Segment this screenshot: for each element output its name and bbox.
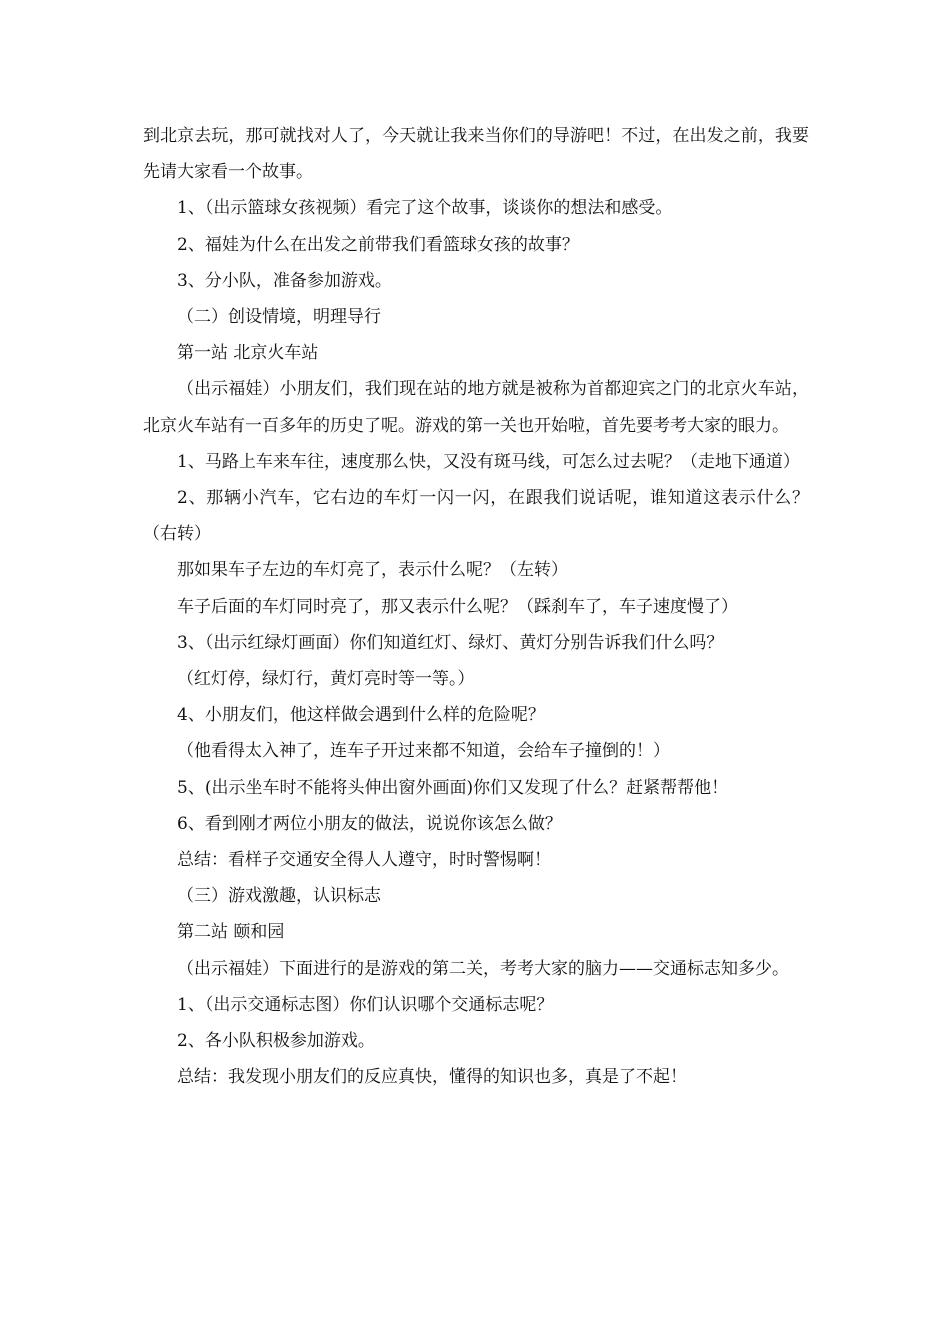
paragraph: 1、（出示交通标志图）你们认识哪个交通标志呢？ — [177, 994, 554, 1015]
section-heading: （三）游戏激趣，认识标志 — [177, 886, 381, 907]
paragraph: 那如果车子左边的车灯亮了，表示什么呢？（左转） — [177, 560, 568, 581]
paragraph: 车子后面的车灯同时亮了，那又表示什么呢？（踩刹车了，车子速度慢了） — [177, 596, 738, 617]
summary-paragraph: 总结：看样子交通安全得人人遵守，时时警惕啊！ — [177, 850, 551, 871]
paragraph: 2、那辆小汽车，它右边的车灯一闪一闪，在跟我们说话呢，谁知道这表示什么？（右转） — [143, 488, 809, 545]
paragraph: （出示福娃）小朋友们，我们现在站的地方就是被称为首都迎宾之门的北京火车站，北京火车站有一百多年的历史了呢。游戏的第一关也开始啦，首先要考考大家的眼力。 — [143, 379, 809, 436]
paragraph: 1、马路上车来车往，速度那么快，又没有斑马线，可怎么过去呢？（走地下通道） — [177, 451, 800, 472]
paragraph: 1、（出示篮球女孩视频）看完了这个故事，谈谈你的想法和感受。 — [177, 198, 673, 219]
paragraph: 3、（出示红绿灯画面）你们知道红灯、绿灯、黄灯分别告诉我们什么吗？ — [177, 632, 724, 653]
paragraph: 6、看到刚才两位小朋友的做法，说说你该怎么做？ — [177, 813, 562, 834]
paragraph: 2、福娃为什么在出发之前带我们看篮球女孩的故事？ — [177, 234, 579, 255]
paragraph: （红灯停，绿灯行，黄灯亮时等一等。） — [177, 669, 475, 690]
summary-paragraph: 总结：我发现小朋友们的反应真快，懂得的知识也多，真是了不起！ — [177, 1067, 687, 1088]
paragraph: （出示福娃）下面进行的是游戏的第二关，考考大家的脑力——交通标志知多少。 — [177, 958, 789, 979]
paragraph: 到北京去玩，那可就找对人了，今天就让我来当你们的导游吧！不过，在出发之前，我要先请大家看一个故事。 — [143, 126, 809, 183]
paragraph: 4、小朋友们，他这样做会遇到什么样的危险呢？ — [177, 705, 545, 726]
document-body — [143, 118, 809, 1095]
paragraph: （他看得太入神了，连车子开过来都不知道，会给车子撞倒的！） — [177, 741, 670, 762]
paragraph: 2、各小队积极参加游戏。 — [177, 1031, 375, 1052]
station-heading: 第一站 北京火车站 — [177, 343, 319, 364]
paragraph: 5、(出示坐车时不能将头伸出窗外画面)你们又发现了什么？赶紧帮帮他！ — [177, 777, 729, 798]
station-heading: 第二站 颐和园 — [177, 922, 285, 943]
paragraph: 3、分小队，准备参加游戏。 — [177, 270, 392, 291]
section-heading: （二）创设情境，明理导行 — [177, 307, 381, 328]
